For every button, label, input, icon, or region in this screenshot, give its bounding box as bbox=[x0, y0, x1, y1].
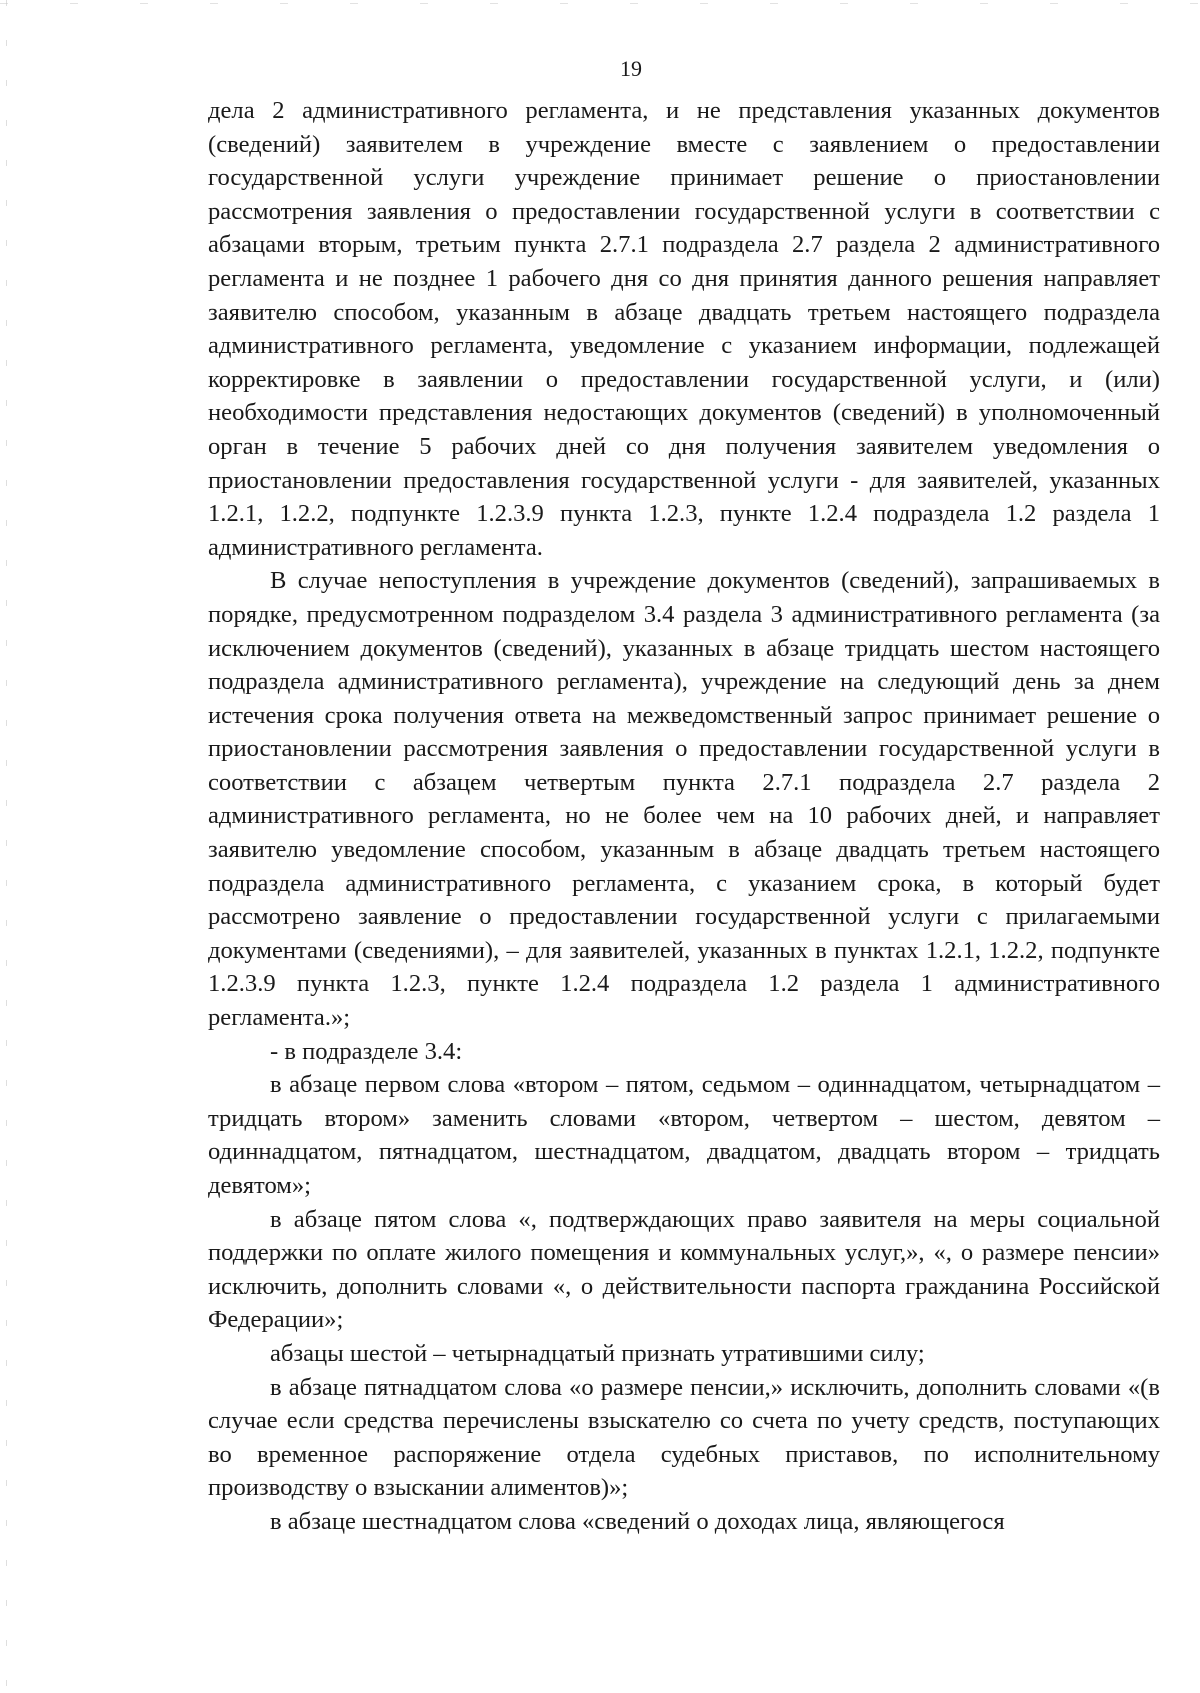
paragraph: - в подразделе 3.4: bbox=[270, 1037, 463, 1065]
paragraph: в абзаце первом слова «втором – пятом, седьмом – одиннадцатом, четырнадцатом – тридцать втором» заменить словами «втором, четвертом – шестом, девятом – одиннадцатом, пятнадцатом, шестнадцатом, двадцатом, двадцать втором – тридцать девятом»; bbox=[208, 1071, 1160, 1199]
paragraph: абзацы шестой – четырнадцатый признать утратившими силу; bbox=[270, 1339, 925, 1367]
page-number: 19 bbox=[620, 56, 642, 81]
paragraph: в абзаце шестнадцатом слова «сведений о доходах лица, являющегося bbox=[270, 1507, 1005, 1535]
paragraph: В случае непоступления в учреждение документов (сведений), запрашиваемых в порядке, предусмотренном подразделом 3.4 раздела 3 административного регламента (за исключением документов (сведений), указанных в абзаце тридцать шестом настоящего подраздела административного регламента), учреждение на следующий день за днем истечения срока получения ответа на межведомственный запрос принимает решение о приостановлении рассмотрения заявления о предоставлении государственной услуги в соответствии с абзацем четвертым пункта 2.7.1 подраздела 2.7 раздела 2 административного регламента, но не более чем на 10 рабочих дней, и направляет заявителю уведомление способом, указанным в абзаце двадцать третьем настоящего подраздела административного регламента, с указанием срока, в который будет рассмотрено заявление о предоставлении государственной услуги с прилагаемыми документами (сведениями), – для заявителей, указанных в пунктах 1.2.1, 1.2.2, подпункте 1.2.3.9 пункта 1.2.3, пункте 1.2.4 подраздела 1.2 раздела 1 административного регламента.»; bbox=[208, 567, 1160, 1032]
paragraph: в абзаце пятом слова «, подтверждающих право заявителя на меры социальной поддержки по оплате жилого помещения и коммунальных услуг,», «, о размере пенсии» исключить, дополнить словами «, о действительности паспорта гражданина Российской Федерации»; bbox=[208, 1205, 1160, 1334]
scan-top-edge bbox=[0, 3, 1200, 4]
scan-left-edge bbox=[6, 0, 7, 1693]
document-body bbox=[208, 94, 1160, 1539]
paragraph: в абзаце пятнадцатом слова «о размере пенсии,» исключить, дополнить словами «(в случае если средства перечислены взыскателю со счета по учету средств, поступающих во временное распоряжение отдела судебных приставов, по исполнительному производству о взыскании алиментов)»; bbox=[208, 1373, 1160, 1502]
paragraph: дела 2 административного регламента, и не представления указанных документов (сведений) заявителем в учреждение вместе с заявлением о предоставлении государственной услуги учреждение принимает решение о приостановлении рассмотрения заявления о предоставлении государственной услуги в соответствии с абзацами вторым, третьим пункта 2.7.1 подраздела 2.7 раздела 2 административного регламента и не позднее 1 рабочего дня со дня принятия данного решения направляет заявителю способом, указанным в абзаце двадцать третьем настоящего подраздела административного регламента, уведомление с указанием информации, подлежащей корректировке в заявлении о предоставлении государственной услуги, и (или) необходимости представления недостающих документов (сведений) в уполномоченный орган в течение 5 рабочих дней со дня получения заявителем уведомления о приостановлении предоставления государственной услуги - для заявителей, указанных 1.2.1, 1.2.2, подпункте 1.2.3.9 пункта 1.2.3, пункте 1.2.4 подраздела 1.2 раздела 1 административного регламента. bbox=[208, 97, 1160, 561]
